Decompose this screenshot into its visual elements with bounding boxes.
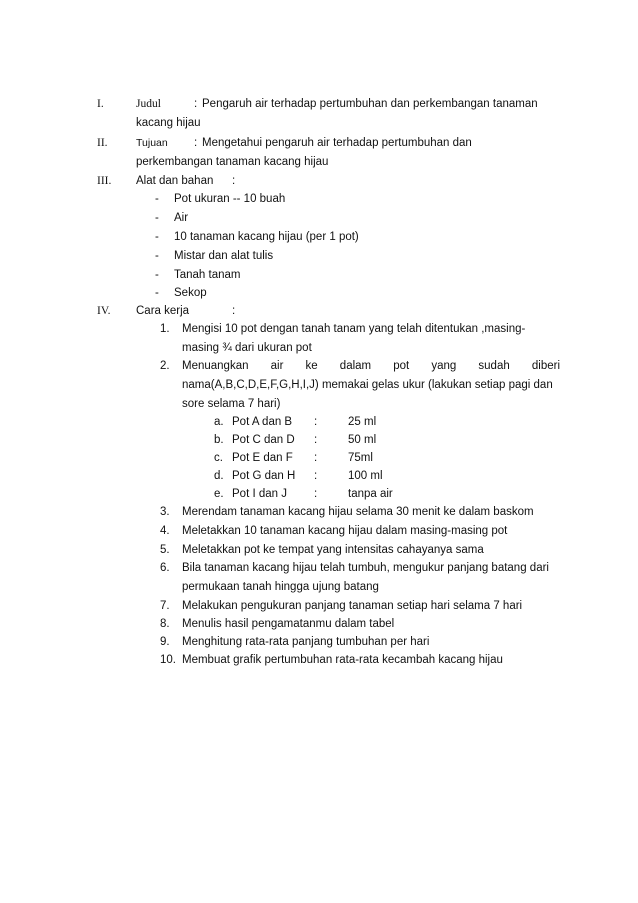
list-bullet: -: [155, 193, 159, 205]
water-pot: Pot E dan F: [232, 452, 293, 464]
list-item: Tanah tanam: [174, 269, 241, 281]
step-text: Meletakkan pot ke tempat yang intensitas cahayanya sama: [182, 544, 484, 556]
step-number: 3.: [160, 506, 170, 518]
section-colon: :: [194, 98, 198, 110]
step-text: Bila tanaman kacang hijau telah tumbuh, mengukur panjang batang dari: [182, 562, 549, 574]
list-item: Pot ukuran -- 10 buah: [174, 193, 286, 205]
step-text: Melakukan pengukuran panjang tanaman setiap hari selama 7 hari: [182, 600, 523, 612]
section-label: Tujuan: [136, 137, 168, 149]
water-amount: 25 ml: [348, 416, 377, 428]
list-bullet: -: [155, 287, 159, 299]
water-letter: e.: [214, 488, 224, 500]
step-text: Mengisi 10 pot dengan tanah tanam yang telah ditentukan ,masing-: [182, 323, 526, 335]
list-bullet: -: [155, 231, 159, 243]
step-text-continuation: sore selama 7 hari): [182, 398, 281, 410]
section-numeral: I.: [97, 98, 104, 110]
section-numeral: II.: [97, 137, 108, 149]
water-letter: b.: [214, 434, 224, 446]
section-colon: :: [232, 305, 236, 317]
section-text-continuation: kacang hijau: [136, 117, 201, 129]
step-number: 2.: [160, 360, 170, 372]
list-bullet: -: [155, 250, 159, 262]
step-text: Meletakkan 10 tanaman kacang hijau dalam masing-masing pot: [182, 525, 508, 537]
section-label: Judul: [136, 98, 161, 110]
section-colon: :: [232, 175, 236, 187]
list-bullet: -: [155, 269, 159, 281]
section-colon: :: [194, 137, 198, 149]
step-number: 1.: [160, 323, 170, 335]
water-colon: :: [314, 470, 318, 482]
water-colon: :: [314, 416, 318, 428]
section-label: Alat dan bahan: [136, 175, 214, 187]
water-letter: c.: [214, 452, 223, 464]
list-item: Sekop: [174, 287, 207, 299]
section-text: Pengaruh air terhadap pertumbuhan dan perkembangan tanaman: [202, 98, 538, 110]
section-label: Cara kerja: [136, 305, 190, 317]
section-text-continuation: perkembangan tanaman kacang hijau: [136, 156, 329, 168]
water-colon: :: [314, 488, 318, 500]
step-text-continuation: permukaan tanah hingga ujung batang: [182, 581, 379, 593]
step-text: Menulis hasil pengamatanmu dalam tabel: [182, 618, 395, 630]
water-letter: d.: [214, 470, 224, 482]
water-colon: :: [314, 452, 318, 464]
list-item: Air: [174, 212, 189, 224]
water-amount: 100 ml: [348, 470, 383, 482]
step-text: Menghitung rata-rata panjang tumbuhan per hari: [182, 636, 430, 648]
step-text: Merendam tanaman kacang hijau selama 30 menit ke dalam baskom: [182, 506, 534, 518]
step-text-continuation: nama(A,B,C,D,E,F,G,H,I,J) memakai gelas ukur (lakukan setiap pagi dan: [182, 379, 553, 391]
water-pot: Pot A dan B: [232, 416, 293, 428]
water-pot: Pot C dan D: [232, 434, 295, 446]
step-number: 7.: [160, 600, 170, 612]
water-amount: 75ml: [348, 452, 373, 464]
step-number: 10.: [160, 654, 176, 666]
step-number: 4.: [160, 525, 170, 537]
step-number: 6.: [160, 562, 170, 574]
list-item: 10 tanaman kacang hijau (per 1 pot): [174, 231, 359, 243]
section-text: Mengetahui pengaruh air terhadap pertumbuhan dan: [202, 137, 472, 149]
step-text: Membuat grafik pertumbuhan rata-rata kecambah kacang hijau: [182, 654, 503, 666]
step-number: 9.: [160, 636, 170, 648]
step-number: 8.: [160, 618, 170, 630]
list-item: Mistar dan alat tulis: [174, 250, 274, 262]
step-text: Menuangkan air ke dalam pot yang sudah diberi: [182, 360, 560, 372]
section-numeral: III.: [97, 175, 112, 187]
section-numeral: IV.: [97, 305, 111, 317]
step-number: 5.: [160, 544, 170, 556]
water-pot: Pot G dan H: [232, 470, 296, 482]
water-amount: tanpa air: [348, 488, 393, 500]
list-bullet: -: [155, 212, 159, 224]
water-pot: Pot I dan J: [232, 488, 287, 500]
water-amount: 50 ml: [348, 434, 377, 446]
water-colon: :: [314, 434, 318, 446]
water-letter: a.: [214, 416, 224, 428]
step-text-continuation: masing ¾ dari ukuran pot: [182, 342, 312, 354]
